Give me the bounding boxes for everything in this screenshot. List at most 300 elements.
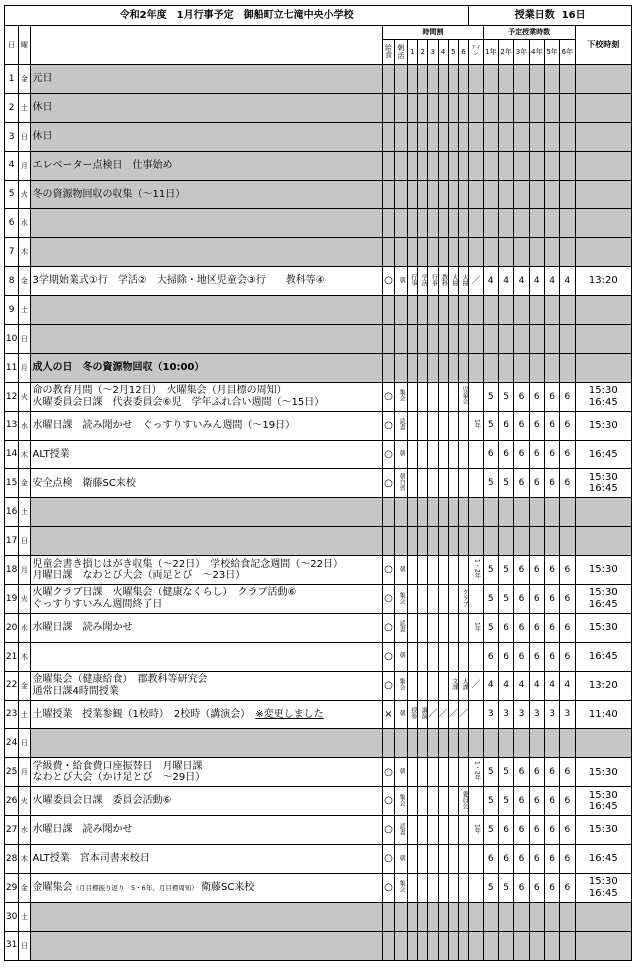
empty-cell: [407, 151, 417, 180]
col-grade-3: 3年: [514, 40, 529, 65]
empty-cell: [407, 122, 417, 151]
empty-cell: [418, 93, 428, 122]
period-2-cell: [418, 700, 428, 729]
page-title: 令和2年度 1月行事予定 御船町立七滝中央小学校: [5, 6, 469, 26]
day-number: 25: [5, 758, 19, 787]
col-period-3: 3: [428, 40, 438, 65]
dismissal-time-line: 13:20: [588, 275, 618, 287]
period-5-cell: [448, 440, 458, 469]
empty-cell: [514, 902, 529, 931]
event-line: 金曜集会（健康給食） 郡教科等研究会: [32, 674, 208, 686]
day-number: 1: [5, 65, 19, 94]
event-cell: [30, 498, 383, 527]
event-line: 成人の日 冬の資源物回収（10:00）: [32, 362, 205, 374]
day-number: 19: [5, 585, 19, 614]
planned-hours-grade-6: 4: [560, 671, 575, 700]
planned-hours-grade-5: 6: [544, 873, 559, 902]
day-number: 16: [5, 498, 19, 527]
planned-hours-grade-6: 6: [560, 469, 575, 498]
dismissal-time-line: 15:30: [588, 564, 618, 576]
day-number: 11: [5, 353, 19, 382]
dismissal-time: [575, 787, 631, 816]
empty-cell: [407, 353, 417, 382]
event-line: 命の教育月間（～2月12日） 火曜集会（月目標の周知）: [32, 385, 287, 397]
empty-cell: [448, 353, 458, 382]
empty-cell: [458, 65, 468, 94]
planned-hours-grade-2: 6: [498, 642, 513, 671]
period-2-cell: [418, 787, 428, 816]
activity-text: 1・2年: [473, 761, 481, 781]
col-grade-4: 4年: [529, 40, 544, 65]
day-number: 7: [5, 238, 19, 267]
event-cell: [30, 180, 383, 209]
morning-activity-text: 朝: [398, 652, 406, 659]
planned-hours-grade-2: 5: [498, 556, 513, 585]
empty-cell: [469, 93, 483, 122]
empty-cell: [575, 209, 631, 238]
empty-cell: [483, 729, 498, 758]
planned-hours-grade-6: 6: [560, 873, 575, 902]
empty-cell: [458, 931, 468, 960]
empty-cell: [498, 902, 513, 931]
planned-hours-grade-3: 6: [514, 642, 529, 671]
empty-cell: [544, 296, 559, 325]
period-text: 講演: [420, 707, 428, 720]
period-text: 文課: [450, 678, 458, 691]
empty-cell: [575, 151, 631, 180]
weekday: 土: [19, 296, 30, 325]
empty-cell: [448, 902, 458, 931]
period-1-cell: [407, 787, 417, 816]
col-weekday-header: 曜: [19, 26, 30, 65]
empty-cell: [469, 527, 483, 556]
empty-cell: [544, 238, 559, 267]
empty-cell: [469, 729, 483, 758]
empty-cell: [448, 931, 458, 960]
period-1-cell: [407, 556, 417, 585]
day-number: 3: [5, 122, 19, 151]
empty-cell: [560, 902, 575, 931]
empty-cell: [544, 325, 559, 354]
planned-hours-grade-1: 5: [483, 469, 498, 498]
period-1-cell: [407, 440, 417, 469]
period-6-cell: [458, 642, 468, 671]
event-line: なわとび大会（かけ足とび ～29日）: [32, 772, 206, 784]
empty-cell: [575, 931, 631, 960]
empty-cell: [438, 209, 448, 238]
col-morning-header: 朝活: [394, 40, 407, 65]
empty-cell: [394, 296, 407, 325]
empty-cell: [498, 498, 513, 527]
empty-cell: [560, 151, 575, 180]
empty-cell: [544, 209, 559, 238]
weekday: 金: [19, 65, 30, 94]
empty-cell: [575, 296, 631, 325]
planned-hours-grade-2: 5: [498, 787, 513, 816]
period-5-cell: [448, 267, 458, 296]
planned-hours-grade-6: 6: [560, 787, 575, 816]
event-line: ALT授業: [32, 448, 70, 460]
event-line: 月曜日課 なわとび大会（両足とび ～23日）: [32, 570, 246, 582]
event-cell: [30, 296, 383, 325]
event-cell: [30, 671, 383, 700]
activity-cell: [469, 787, 483, 816]
event-line: 安全点検 衛藤SC来校: [32, 477, 136, 489]
planned-hours-grade-3: 3: [514, 700, 529, 729]
weekday: 土: [19, 498, 30, 527]
event-cell: [30, 65, 383, 94]
schedule-row: [5, 151, 632, 180]
planned-hours-grade-4: 6: [529, 382, 544, 411]
planned-hours-grade-6: 6: [560, 585, 575, 614]
empty-cell: [428, 902, 438, 931]
event-cell: [30, 440, 383, 469]
weekday: 金: [19, 873, 30, 902]
dismissal-time: [575, 758, 631, 787]
empty-cell: [428, 122, 438, 151]
planned-hours-grade-3: 6: [514, 787, 529, 816]
day-number: 24: [5, 729, 19, 758]
planned-hours-grade-3: 6: [514, 758, 529, 787]
empty-cell: [575, 65, 631, 94]
dismissal-time-line: 16:45: [588, 887, 618, 899]
period-5-cell: [448, 671, 458, 700]
dismissal-time-line: 16:45: [588, 651, 618, 662]
empty-cell: [514, 238, 529, 267]
activity-cell: ／: [469, 671, 483, 700]
period-text: 行事: [409, 273, 417, 286]
empty-cell: [498, 931, 513, 960]
planned-hours-grade-4: 4: [529, 267, 544, 296]
empty-cell: [483, 93, 498, 122]
empty-cell: [418, 325, 428, 354]
schedule-row: [5, 180, 632, 209]
event-cell: [30, 469, 383, 498]
empty-cell: [529, 93, 544, 122]
morning-activity: [394, 671, 407, 700]
period-text: 児童会: [461, 386, 469, 405]
event-cell: [30, 209, 383, 238]
empty-cell: [428, 498, 438, 527]
planned-hours-grade-2: 5: [498, 382, 513, 411]
schedule-row: [5, 931, 632, 960]
period-1-cell: [407, 816, 417, 845]
empty-cell: [544, 931, 559, 960]
empty-cell: [469, 180, 483, 209]
meal-mark: ○: [383, 585, 394, 614]
dismissal-time-line: 15:30: [588, 622, 618, 634]
empty-cell: [458, 902, 468, 931]
activity-cell: [469, 411, 483, 440]
empty-cell: [469, 902, 483, 931]
dismissal-time-line: 15:30: [588, 385, 618, 397]
period-1-cell: [407, 700, 417, 729]
dismissal-time: [575, 411, 631, 440]
empty-cell: [448, 238, 458, 267]
planned-hours-grade-5: 4: [544, 671, 559, 700]
empty-cell: [458, 180, 468, 209]
day-number: 20: [5, 613, 19, 642]
empty-cell: [560, 353, 575, 382]
schedule-row: [5, 642, 632, 671]
empty-cell: [514, 65, 529, 94]
empty-cell: [469, 498, 483, 527]
schedule-row: [5, 585, 632, 614]
event-cell: [30, 613, 383, 642]
planned-hours-grade-4: 6: [529, 469, 544, 498]
empty-cell: [498, 151, 513, 180]
empty-cell: [560, 527, 575, 556]
period-6-cell: [458, 382, 468, 411]
empty-cell: [575, 902, 631, 931]
empty-cell: [458, 498, 468, 527]
planned-hours-grade-5: 6: [544, 469, 559, 498]
empty-cell: [469, 325, 483, 354]
empty-cell: [383, 527, 394, 556]
activity-cell: [469, 845, 483, 874]
period-3-cell: [428, 382, 438, 411]
empty-cell: [428, 325, 438, 354]
event-cell: [30, 267, 383, 296]
empty-cell: [544, 93, 559, 122]
empty-cell: [418, 296, 428, 325]
activity-cell: [469, 873, 483, 902]
period-4-cell: [438, 382, 448, 411]
schedule-row: [5, 353, 632, 382]
empty-cell: [394, 931, 407, 960]
period-6-cell: [458, 556, 468, 585]
period-2-cell: [418, 267, 428, 296]
empty-cell: [407, 729, 417, 758]
meal-mark: ○: [383, 758, 394, 787]
event-line: エレベーター点検日 仕事始め: [32, 159, 173, 171]
meal-mark: ○: [383, 440, 394, 469]
empty-cell: [575, 325, 631, 354]
event-line: ALT授業 宮本司書来校日: [32, 853, 150, 865]
empty-cell: [394, 65, 407, 94]
planned-hours-grade-6: 6: [560, 845, 575, 874]
day-number: 30: [5, 902, 19, 931]
empty-cell: [514, 93, 529, 122]
day-number: 2: [5, 93, 19, 122]
period-3-cell: [428, 816, 438, 845]
day-number: 15: [5, 469, 19, 498]
schedule-row: [5, 613, 632, 642]
morning-activity: [394, 873, 407, 902]
empty-cell: [514, 353, 529, 382]
schedule-row: [5, 93, 632, 122]
empty-cell: [394, 498, 407, 527]
event-line: 水曜日課 読み聞かせ: [32, 622, 133, 634]
schedule-row: [5, 556, 632, 585]
empty-cell: [514, 122, 529, 151]
activity-cell: [469, 758, 483, 787]
planned-hours-grade-5: 6: [544, 816, 559, 845]
planned-hours-grade-4: 4: [529, 671, 544, 700]
day-number: 26: [5, 787, 19, 816]
weekday: 水: [19, 816, 30, 845]
empty-cell: [458, 151, 468, 180]
empty-cell: [383, 325, 394, 354]
empty-cell: [428, 93, 438, 122]
col-period-6: 6: [458, 40, 468, 65]
empty-cell: [407, 180, 417, 209]
empty-cell: [529, 180, 544, 209]
period-4-cell: [438, 873, 448, 902]
event-cell: [30, 151, 383, 180]
period-4-cell: ／: [438, 700, 448, 729]
empty-cell: [575, 238, 631, 267]
activity-text: 1年: [473, 823, 481, 834]
dismissal-time: [575, 816, 631, 845]
schedule-row: [5, 671, 632, 700]
empty-cell: [407, 527, 417, 556]
empty-cell: [529, 65, 544, 94]
empty-cell: [544, 353, 559, 382]
period-text: クラブ: [461, 588, 469, 607]
period-6-cell: [458, 585, 468, 614]
empty-cell: [383, 151, 394, 180]
empty-cell: [428, 353, 438, 382]
period-text: 学活: [420, 273, 428, 286]
planned-hours-grade-4: 6: [529, 787, 544, 816]
empty-cell: [458, 527, 468, 556]
col-grade-5: 5年: [544, 40, 559, 65]
day-number: 28: [5, 845, 19, 874]
empty-cell: [418, 353, 428, 382]
event-line: 火曜クラブ日課 火曜集会（健康なくらし） クラブ活動⑥: [32, 587, 297, 599]
period-5-cell: [448, 758, 458, 787]
day-number: 8: [5, 267, 19, 296]
planned-hours-grade-3: 6: [514, 873, 529, 902]
event-tail: 衛藤SC来校: [201, 882, 255, 894]
period-text: 授参: [409, 707, 417, 720]
day-number: 22: [5, 671, 19, 700]
weekday: 火: [19, 382, 30, 411]
period-1-cell: [407, 845, 417, 874]
weekday: 火: [19, 585, 30, 614]
empty-cell: [469, 238, 483, 267]
meal-mark: ○: [383, 613, 394, 642]
empty-cell: [448, 209, 458, 238]
empty-cell: [394, 209, 407, 238]
period-4-cell: [438, 585, 448, 614]
period-1-cell: [407, 411, 417, 440]
empty-cell: [483, 902, 498, 931]
planned-hours-grade-4: 6: [529, 411, 544, 440]
empty-cell: [560, 931, 575, 960]
schedule-row: [5, 845, 632, 874]
empty-cell: [383, 729, 394, 758]
weekday: 火: [19, 180, 30, 209]
empty-cell: [394, 180, 407, 209]
event-cell: [30, 873, 383, 902]
morning-activity-text: 読書: [398, 620, 406, 633]
morning-activity: [394, 816, 407, 845]
col-grade-1: 1年: [483, 40, 498, 65]
period-3-cell: [428, 613, 438, 642]
empty-cell: [498, 65, 513, 94]
period-4-cell: [438, 787, 448, 816]
period-2-cell: [418, 671, 428, 700]
empty-cell: [448, 498, 458, 527]
activity-cell: ／: [469, 267, 483, 296]
planned-hours-grade-1: 5: [483, 873, 498, 902]
event-cell: [30, 325, 383, 354]
schedule-row: [5, 758, 632, 787]
period-6-cell: [458, 411, 468, 440]
schedule-row: [5, 382, 632, 411]
event-cell: [30, 411, 383, 440]
empty-cell: [514, 296, 529, 325]
empty-cell: [438, 902, 448, 931]
empty-cell: [438, 729, 448, 758]
morning-activity: [394, 700, 407, 729]
col-dismissal-header: 下校時刻: [575, 26, 631, 65]
empty-cell: [383, 238, 394, 267]
schedule-row: [5, 65, 632, 94]
empty-cell: [418, 209, 428, 238]
empty-cell: [514, 209, 529, 238]
dismissal-time-line: 15:30: [588, 471, 618, 483]
morning-activity: [394, 411, 407, 440]
period-5-cell: [448, 411, 458, 440]
event-cell: [30, 902, 383, 931]
empty-cell: [458, 325, 468, 354]
empty-cell: [544, 498, 559, 527]
planned-hours-grade-5: 6: [544, 411, 559, 440]
planned-hours-grade-3: 6: [514, 469, 529, 498]
empty-cell: [428, 65, 438, 94]
planned-hours-grade-6: 6: [560, 758, 575, 787]
empty-cell: [483, 325, 498, 354]
weekday: 土: [19, 93, 30, 122]
period-text: 行事: [430, 273, 438, 286]
dismissal-time-line: 16:45: [588, 396, 618, 408]
empty-cell: [575, 122, 631, 151]
empty-cell: [428, 296, 438, 325]
empty-cell: [483, 931, 498, 960]
planned-hours-grade-1: 5: [483, 613, 498, 642]
empty-cell: [383, 498, 394, 527]
empty-cell: [560, 180, 575, 209]
schedule-row: [5, 267, 632, 296]
morning-activity: [394, 787, 407, 816]
empty-cell: [394, 729, 407, 758]
planned-hours-grade-2: 5: [498, 758, 513, 787]
period-4-cell: [438, 758, 448, 787]
empty-cell: [483, 238, 498, 267]
event-line: 火曜委員会日課 代表委員会⑥児 学年ふれ合い週間（～15日）: [32, 396, 325, 408]
dismissal-time: [575, 469, 631, 498]
event-line: 冬の資源物回収の収集（～11日）: [32, 188, 186, 200]
morning-activity: [394, 845, 407, 874]
empty-cell: [458, 296, 468, 325]
event-cell: [30, 556, 383, 585]
dismissal-time: [575, 382, 631, 411]
event-cell: [30, 382, 383, 411]
planned-hours-grade-3: 4: [514, 267, 529, 296]
empty-cell: [498, 209, 513, 238]
dismissal-time: [575, 873, 631, 902]
meal-mark: ○: [383, 382, 394, 411]
empty-cell: [529, 902, 544, 931]
weekday: 水: [19, 209, 30, 238]
empty-cell: [418, 238, 428, 267]
empty-cell: [483, 296, 498, 325]
empty-cell: [394, 527, 407, 556]
planned-hours-grade-4: 6: [529, 613, 544, 642]
